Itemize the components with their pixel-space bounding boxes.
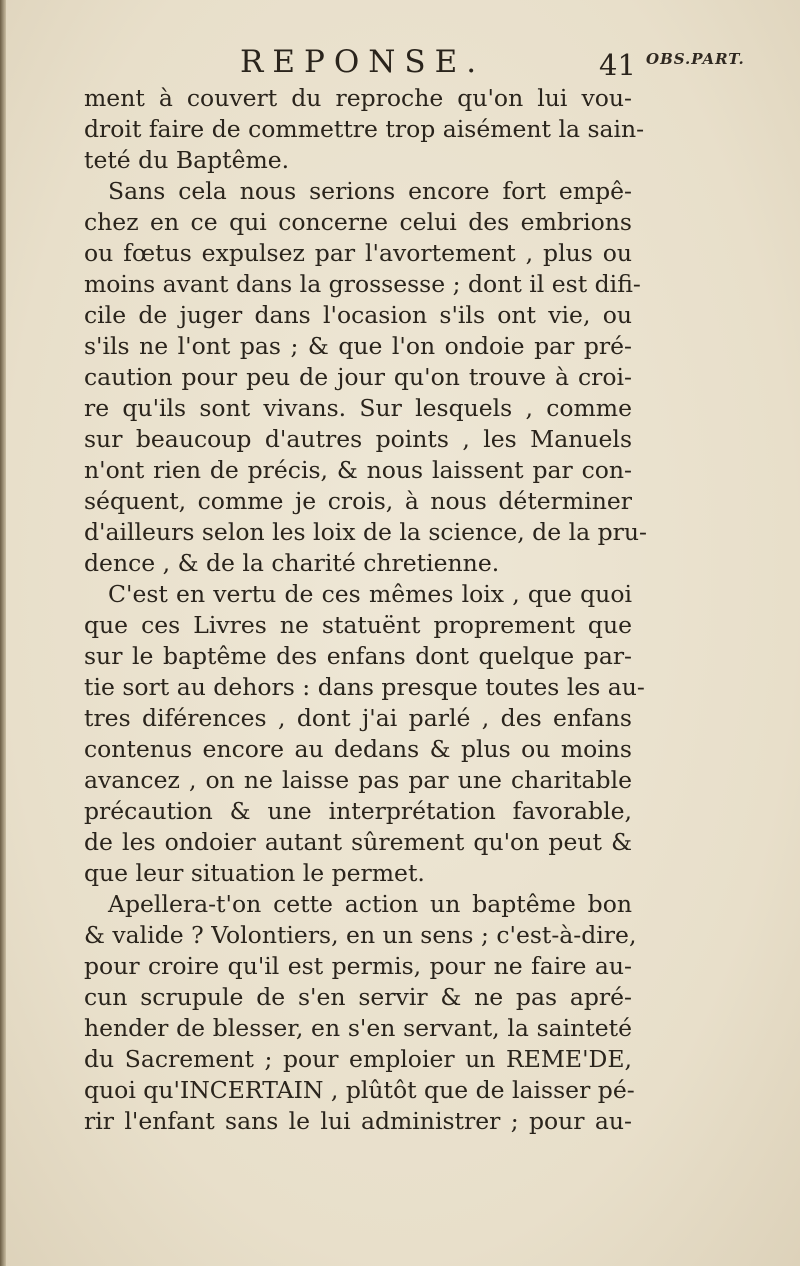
text-line: sur beaucoup d'autres points , les Manuels — [84, 425, 632, 453]
text-line: précaution & une interprétation favorable, — [84, 797, 632, 825]
body-text — [84, 83, 647, 1137]
text-line: chez en ce qui concerne celui des embrions — [84, 208, 632, 236]
text-line: pour croire qu'il est permis, pour ne faire au- — [84, 952, 632, 980]
text-line: que ces Livres ne statuënt proprement que — [84, 611, 632, 639]
text-line: hender de blesser, en s'en servant, la sainteté — [84, 1014, 632, 1042]
text-line: rir l'enfant sans le lui administrer ; pour au- — [84, 1107, 632, 1135]
text-line: avancez , on ne laisse pas par une charitable — [84, 766, 632, 794]
text-line: C'est en vertu de ces mêmes loix , que quoi — [108, 580, 632, 608]
text-line: séquent, comme je crois, à nous déterminer — [84, 487, 632, 515]
text-line: contenus encore au dedans & plus ou moins — [84, 735, 632, 763]
text-line: Sans cela nous serions encore fort empê- — [108, 177, 632, 205]
text-line: caution pour peu de jour qu'on trouve à croi- — [84, 363, 632, 391]
text-line: cun scrupule de s'en servir & ne pas apré- — [84, 983, 632, 1011]
text-line: du Sacrement ; pour emploier un REME'DE, — [84, 1045, 632, 1073]
text-line: ment à couvert du reproche qu'on lui vou- — [84, 84, 632, 112]
text-line: teté du Baptême. — [84, 146, 290, 174]
text-line: ou fœtus expulsez par l'avortement , plus ou — [84, 239, 632, 267]
text-line: d'ailleurs selon les loix de la science, de la pru- — [84, 518, 647, 546]
page-number: 41 — [599, 48, 636, 82]
page-header — [0, 44, 800, 88]
text-line: tres diférences , dont j'ai parlé , des enfans — [84, 704, 632, 732]
text-line: quoi qu'INCERTAIN , plûtôt que de laisser pé- — [84, 1076, 635, 1104]
text-line: moins avant dans la grossesse ; dont il est difi- — [84, 270, 641, 298]
text-line: re qu'ils sont vivans. Sur lesquels , comme — [84, 394, 632, 422]
text-line: s'ils ne l'ont pas ; & que l'on ondoie par pré- — [84, 332, 632, 360]
text-line: que leur situation le permet. — [84, 859, 425, 887]
text-line: & valide ? Volontiers, en un sens ; c'est-à-dire, — [84, 921, 637, 949]
text-line: sur le baptême des enfans dont quelque par- — [84, 642, 632, 670]
text-line: Apellera-t'on cette action un baptême bon — [108, 890, 632, 918]
text-line: de les ondoier autant sûrement qu'on peut & — [84, 828, 632, 856]
text-line: n'ont rien de précis, & nous laissent par con- — [84, 456, 632, 484]
text-line: droit faire de commettre trop aisément la sain- — [84, 115, 645, 143]
margin-note: OBS.PART. — [646, 50, 745, 68]
page-binding-edge — [0, 0, 6, 1266]
text-line: tie sort au dehors : dans presque toutes les au- — [84, 673, 645, 701]
text-line: cile de juger dans l'ocasion s'ils ont vie, ou — [84, 301, 632, 329]
text-line: dence , & de la charité chretienne. — [84, 549, 500, 577]
running-title: REPONSE. — [240, 44, 486, 80]
